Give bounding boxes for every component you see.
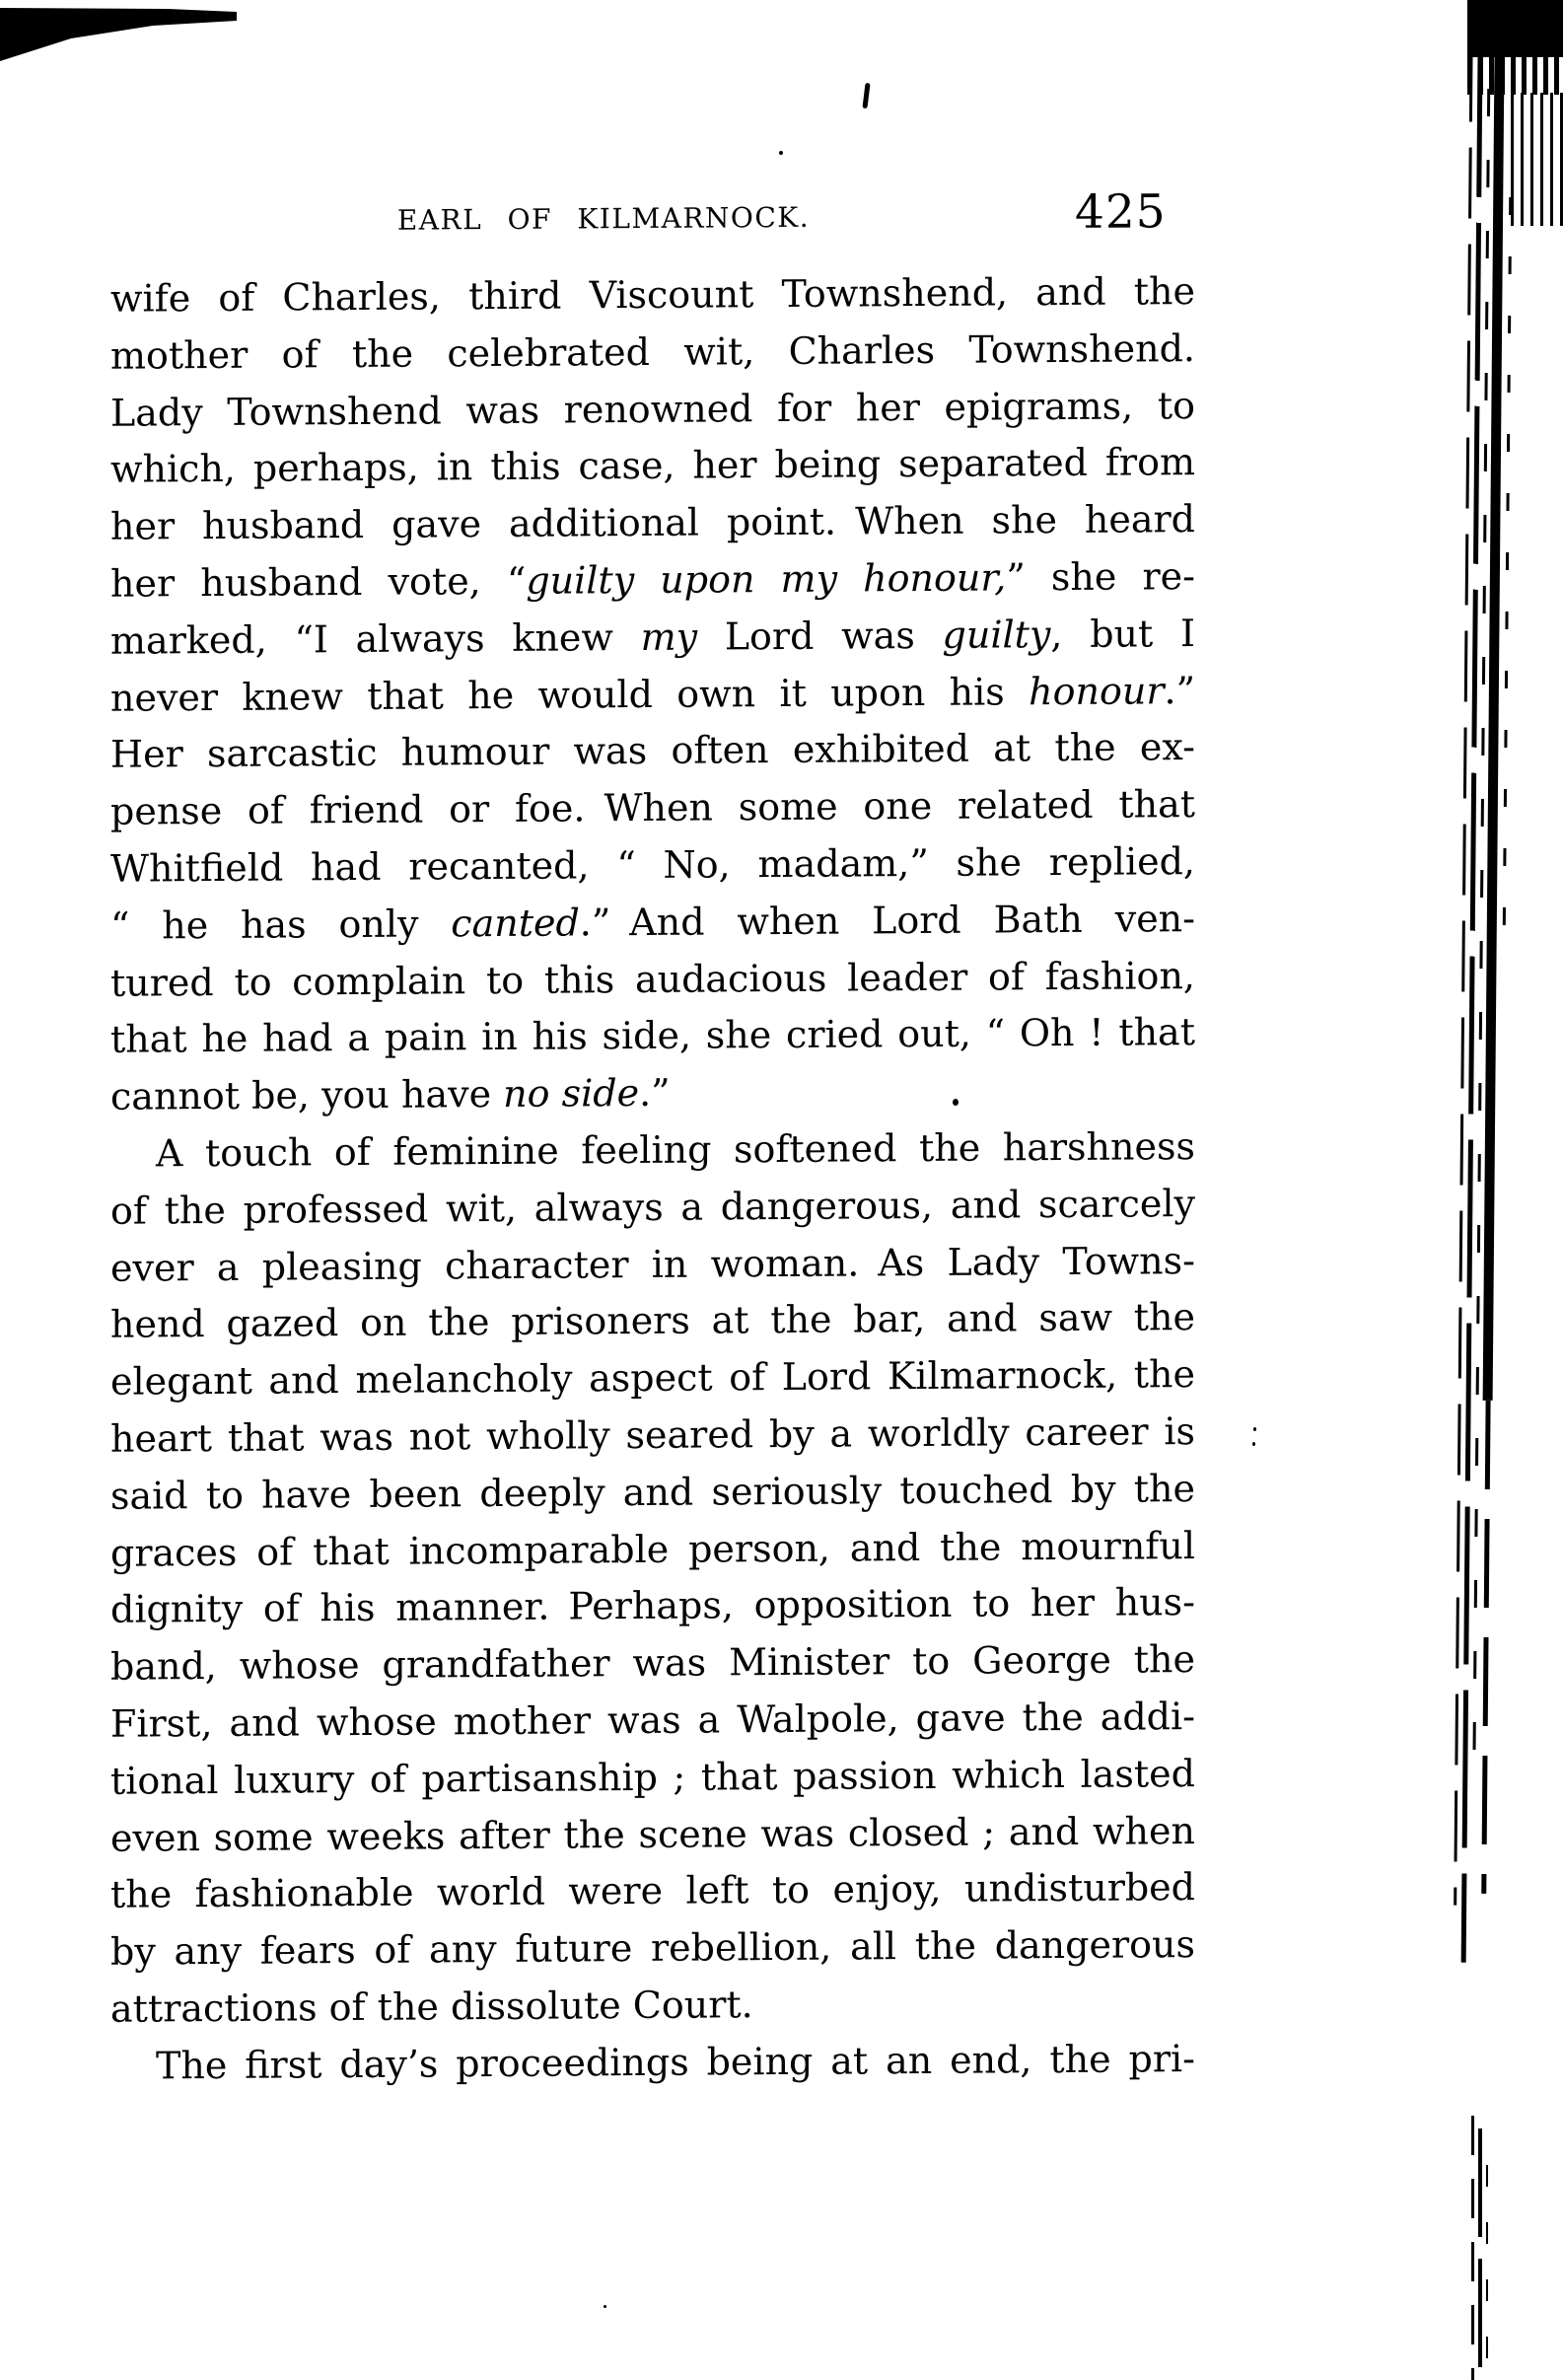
text-line — [110, 719, 1195, 783]
text-segment: which, perhaps, in this case, her being separated from — [110, 440, 1195, 492]
text-line — [110, 1689, 1195, 1753]
text-line — [110, 1916, 1195, 1981]
text-line — [110, 1118, 1195, 1183]
italic-text: no side — [503, 1071, 640, 1117]
text-line — [110, 1404, 1195, 1468]
text-segment: .” — [1164, 668, 1195, 712]
text-line — [110, 1574, 1195, 1638]
text-line — [110, 606, 1195, 670]
text-segment: pense of friend or foe. When some one related that — [110, 782, 1195, 833]
text-segment: Lord was — [697, 613, 943, 659]
text-segment: ever a pleasing character in woman. As Lady Towns- — [110, 1238, 1195, 1290]
text-segment: tured to complain to this audacious leader of fashion, — [110, 953, 1195, 1005]
text-segment: even some weeks after the scene was closed ; and when — [110, 1808, 1195, 1860]
text-line — [110, 833, 1195, 898]
text-line — [110, 434, 1195, 498]
text-line — [110, 1233, 1195, 1297]
text-segment: said to have been deeply and seriously touched by the — [110, 1466, 1195, 1518]
text-line — [110, 548, 1195, 613]
text-line — [110, 321, 1195, 385]
text-line — [110, 263, 1195, 327]
text-segment: Whitfield had recanted, “ No, madam,” she replied, — [110, 839, 1195, 891]
text-line — [110, 1061, 1195, 1125]
text-segment: tional luxury of partisanship ; that passion which lasted — [110, 1751, 1195, 1803]
text-segment: .” — [639, 1070, 671, 1116]
text-line — [110, 948, 1195, 1012]
text-line — [110, 663, 1195, 727]
italic-text: canted — [451, 901, 580, 946]
text-line — [110, 1974, 1195, 2038]
text-line — [110, 1518, 1195, 1582]
text-segment: band, whose grandfather was Minister to George the — [110, 1637, 1195, 1689]
text-line — [110, 776, 1195, 840]
text-line — [110, 491, 1195, 555]
body-text — [110, 263, 1195, 2095]
text-line — [110, 1346, 1195, 1410]
italic-text: honour — [1029, 668, 1165, 713]
page-number: 425 — [1075, 184, 1167, 240]
text-segment: never knew that he would own it upon his — [110, 669, 1030, 720]
text-segment: dignity of his manner. Perhaps, opposition to her hus- — [110, 1580, 1195, 1632]
text-line — [110, 1461, 1195, 1525]
text-segment: her husband vote, “ — [110, 558, 527, 606]
text-line — [110, 1004, 1195, 1068]
text-line — [110, 1859, 1195, 1923]
text-segment: cannot be, you have — [110, 1072, 504, 1118]
text-segment: the fashionable world were left to enjoy, undisturbed — [110, 1865, 1195, 1917]
text-segment: mother of the celebrated wit, Charles Townshend. — [110, 325, 1195, 378]
text-segment: .” And when Lord Bath ven- — [579, 896, 1195, 945]
text-segment: of the professed wit, always a dangerous, and scarcely — [110, 1181, 1195, 1233]
text-line — [110, 2031, 1195, 2095]
text-line — [110, 1289, 1195, 1353]
text-segment: Her sarcastic humour was often exhibited at the ex- — [110, 725, 1195, 777]
text-segment: by any fears of any future rebellion, all the dangerous — [110, 1922, 1195, 1974]
text-segment: heart that was not wholly seared by a worldly career is — [110, 1409, 1195, 1461]
italic-text: guilty — [942, 612, 1051, 657]
text-segment: The first day’s proceedings being at an end, the pri- — [156, 2036, 1195, 2088]
running-head-title: EARL OF KILMARNOCK. — [396, 200, 811, 237]
text-line — [110, 1176, 1195, 1240]
text-segment: Lady Townshend was renowned for her epigrams, to — [110, 383, 1195, 435]
italic-text: guilty upon my honour, — [526, 555, 1007, 603]
text-segment: her husband gave additional point. When she heard — [110, 497, 1195, 548]
text-segment: that he had a pain in his side, she cried out, “ Oh ! that — [110, 1010, 1195, 1062]
italic-text: my — [640, 614, 698, 659]
text-line — [110, 1631, 1195, 1695]
text-segment: , but I — [1050, 611, 1195, 656]
text-segment: hend gazed on the prisoners at the bar, and saw the — [110, 1295, 1195, 1347]
text-segment: wife of Charles, third Viscount Townshend, and the — [110, 269, 1195, 321]
text-line — [110, 378, 1195, 442]
text-line — [110, 891, 1195, 955]
text-segment: elegant and melancholy aspect of Lord Kilmarnock, the — [110, 1352, 1195, 1404]
text-segment: “ he has only — [110, 902, 452, 948]
text-line — [110, 1746, 1195, 1810]
text-segment: ” she re- — [1006, 554, 1195, 600]
text-segment: attractions of the dissolute Court. — [110, 1983, 753, 2031]
text-segment: marked, “I always knew — [110, 614, 641, 663]
text-segment: First, and whose mother was a Walpole, gave the addi- — [110, 1694, 1195, 1746]
text-segment: A touch of feminine feeling softened the harshness — [156, 1124, 1195, 1176]
text-segment: graces of that incomparable person, and the mournful — [110, 1523, 1195, 1575]
text-line — [110, 1803, 1195, 1867]
